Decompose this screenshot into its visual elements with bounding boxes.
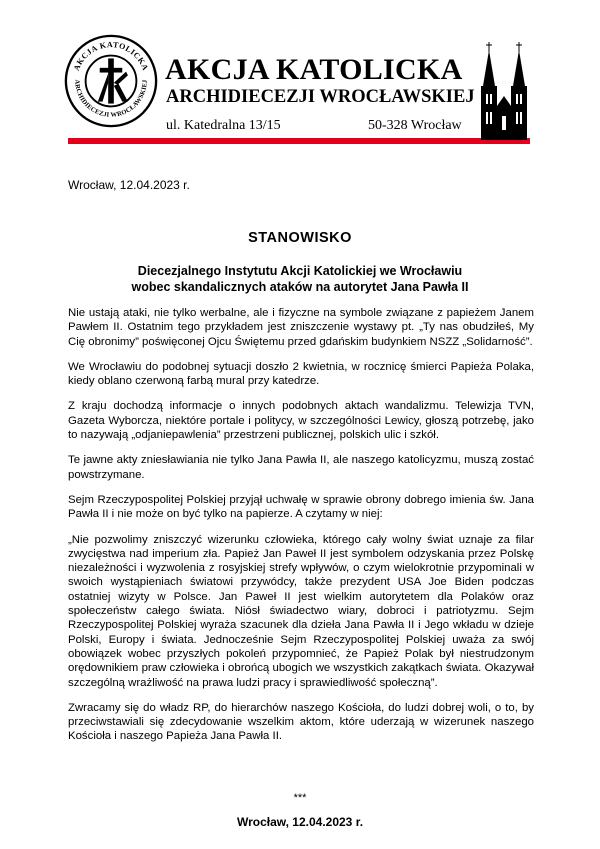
document-body — [68, 306, 534, 755]
body-paragraph: Te jawne akty zniesławiania nie tylko Jana Pawła II, ale naszego katolicyzmu, muszą zostać powstrzymane. — [68, 454, 534, 481]
subtitle-line: wobec skandalicznych ataków na autorytet Jana Pawła II — [131, 280, 469, 294]
organization-subtitle: ARCHIDIECEZJI WROCŁAWSKIEJ — [166, 87, 475, 107]
body-paragraph: Sejm Rzeczypospolitej Polskiej przyjął uchwałę w sprawie obrony dobrego imienia św. Jana Pawła II i nie może on być tylko na papierze. A czytamy w niej: — [68, 493, 534, 521]
body-paragraph: We Wrocławiu do podobnej sytuacji doszło 2 kwietnia, w rocznicę śmierci Papieża Polaka, kiedy oblano czerwoną farbą mural przy katedrze. — [68, 360, 534, 388]
subtitle-line: Diecezjalnego Instytutu Akcji Katolickiej we Wrocławiu — [137, 264, 463, 278]
document-date: Wrocław, 12.04.2023 r. — [68, 178, 190, 192]
organization-city: 50-328 Wrocław — [368, 118, 462, 133]
closing-date: Wrocław, 12.04.2023 r. — [236, 815, 364, 829]
document-subtitle — [60, 263, 540, 295]
organization-street: ul. Katedralna 13/15 — [166, 118, 281, 133]
separator: *** — [293, 792, 307, 804]
svg-text:ARCHIDIECEZJI WROCŁAWSKIEJ: ARCHIDIECEZJI WROCŁAWSKIEJ — [73, 79, 149, 119]
document-title: STANOWISKO — [248, 230, 352, 246]
akcja-katolicka-emblem-icon — [64, 34, 158, 128]
svg-text:AKCJA KATOLICKA: AKCJA KATOLICKA — [71, 40, 151, 73]
body-quote: „Nie pozwolimy zniszczyć wizerunku człowieka, którego cały wolny świat uznaje za filar zwycięstwa nad imperium zła. Papież Jan Paweł II jest symbolem odzyskania przez Polskę niezależności i wyzwolenia z rosyjskiej strefy wpływów, o czym wielokrotnie przypominali w swoich wystąpieniach światowi przywódcy, także prezydent USA Joe Biden podczas ostatniej wizyty w Polsce. Jan Paweł II jest wielkim autorytetem dla Polaków oraz społeczeństw całego świata. Niósł świadectwo wiary, dobroci i patriotyzmu. Sejm Rzeczypospolitej Polskiej wyraża szacunek dla dzieła Jana Pawła II i Jego wkładu w dzieje Polski, Europy i świata. Jednocześnie Sejm Rzeczypospolitej Polskiej uważa za swój obowiązek wobec przyszłych pokoleń przypomnieć, że Papież Polak był niestrudzonym orędownikiem praw człowieka i obrońcą ubogich we wszystkich zakątkach świata. Okazywał szczególną wrażliwość na prawa ludzi pracy i sprawiedliwość społeczną”. — [68, 533, 534, 689]
body-paragraph: Zwracamy się do władz RP, do hierarchów naszego Kościoła, do ludzi dobrej woli, o to, by przeciwstawiali się zdecydowanie wszelkim aktom, które uderzają w wizerunek naszego Kościoła i naszego Papieża Jana Pawła II. — [68, 701, 534, 743]
body-paragraph: Nie ustają ataki, nie tylko werbalne, ale i fizyczne na symbole związane z papieżem Janem Pawłem II. Ostatnim tego przykładem jest zniszczenie wystawy pt. „Ty nas obudziłeś, My Cię obronimy” poświęconej Ojcu Świętemu przed gdańskim budynkiem NSZZ „Solidarność”. — [68, 307, 534, 348]
organization-name: AKCJA KATOLICKA — [165, 53, 463, 86]
body-paragraph: Z kraju dochodzą informacje o innych podobnych aktach wandalizmu. Telewizja TVN, Gazeta Wyborcza, niektóre portale i politycy, w szczególności Lewicy, głoszą potrzebę, jako to nazywają „odjaniepawlenia” przestrzeni publicznej, polskich ulic i szkół. — [68, 400, 534, 442]
header-divider — [68, 138, 530, 144]
cathedral-icon — [478, 40, 530, 140]
